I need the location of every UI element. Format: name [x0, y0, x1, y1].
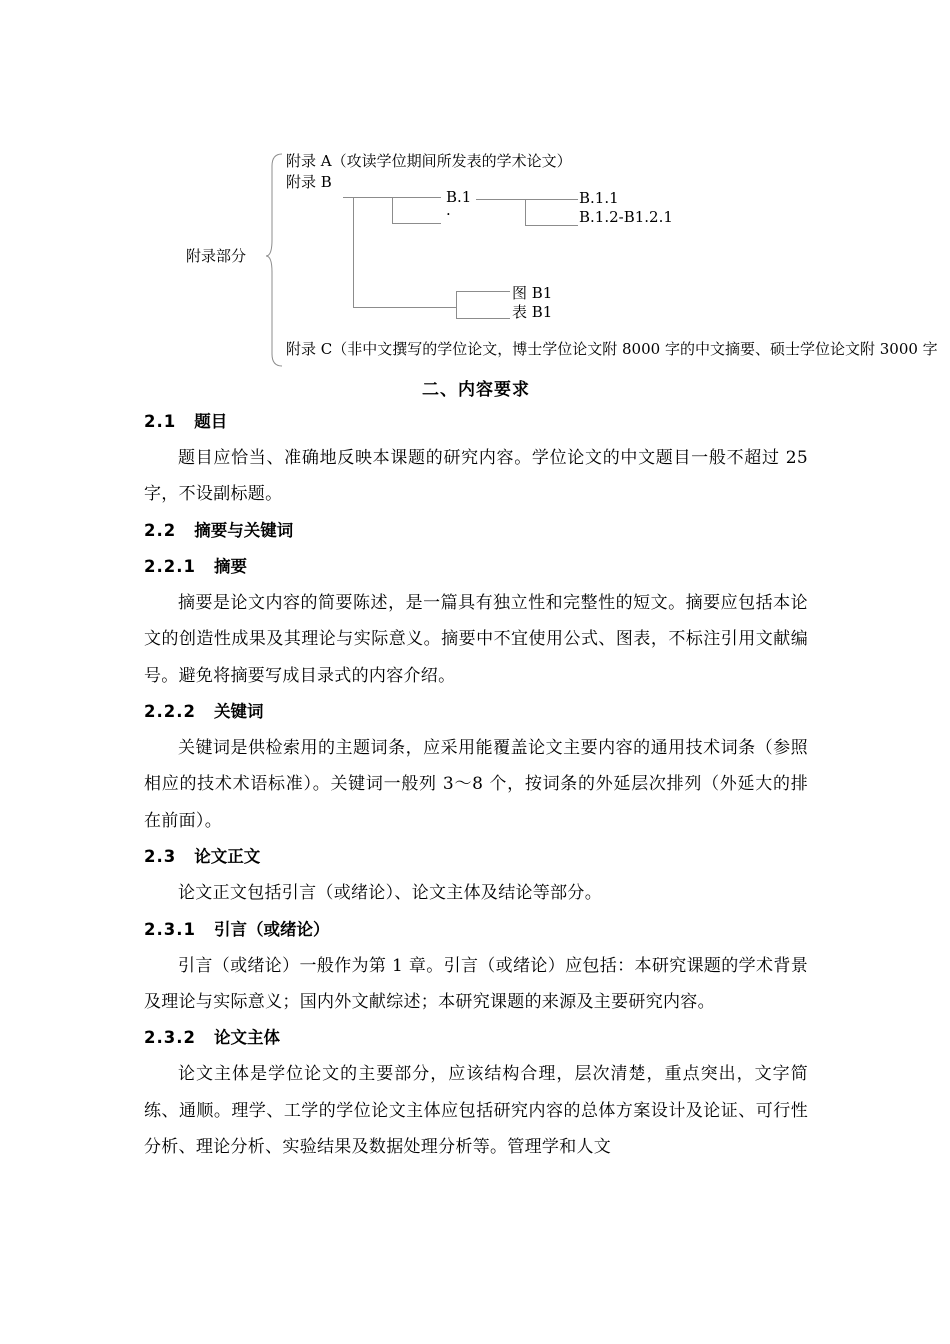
- connector-line: [392, 197, 393, 223]
- heading-2-3-1: [144, 912, 808, 948]
- connector-line: [525, 225, 578, 226]
- figure-b1-label: 图 B1: [512, 284, 553, 302]
- heading-2-2-1: [144, 549, 808, 585]
- connector-line: [476, 199, 578, 200]
- connector-line: [392, 223, 441, 224]
- appendix-a-label: 附录 A（攻读学位期间所发表的学术论文）: [286, 152, 572, 170]
- connector-line: [353, 197, 354, 307]
- connector-line: [525, 199, 526, 225]
- paragraph-2-3-1: 引言（或绪论）一般作为第 1 章。引言（或绪论）应包括：本研究课题的学术背景及理论与实际意义；国内外文献综述；本研究课题的来源及主要研究内容。: [144, 955, 808, 1013]
- heading-text: 题目: [194, 412, 228, 431]
- paragraph-2-3: 论文正文包括引言（或绪论）、论文主体及结论等部分。: [178, 883, 602, 904]
- paragraph-2-2-2: 关键词是供检索用的主题词条，应采用能覆盖论文主要内容的通用技术词条（参照相应的技术术语标准）。关键词一般列 3～8 个，按词条的外延层次排列（外延大的排在前面）。: [144, 738, 808, 831]
- section-title: 二、内容要求: [422, 380, 530, 400]
- appendix-c-label: 附录 C（非中文撰写的学位论文，博士学位论文附 8000 字的中文摘要、硕士学位论文附 3000 字: [286, 340, 938, 358]
- heading-text: 关键词: [213, 702, 264, 722]
- diagram-root-label: 附录部分: [186, 247, 247, 265]
- b1-dot: ·: [446, 205, 451, 223]
- paragraph-2-3-2: 论文主体是学位论文的主要部分，应该结构合理，层次清楚，重点突出，文字简练、通顺。理学、工学的学位论文主体应包括研究内容的总体方案设计及论证、可行性分析、理论分析、实验结果及数据处理分析等。管理学和人文: [144, 1064, 808, 1158]
- document-body: [144, 376, 808, 1166]
- heading-text: 摘要: [213, 556, 247, 576]
- heading-number: 2.3: [144, 847, 177, 867]
- heading-2-3: [144, 839, 808, 875]
- heading-text: 论文正文: [194, 847, 261, 867]
- heading-2-2: [144, 513, 808, 549]
- heading-2-3-2: [144, 1020, 808, 1056]
- heading-number: 2.3.1: [144, 919, 196, 939]
- heading-2-1: [144, 404, 808, 440]
- heading-2-2-2: [144, 694, 808, 730]
- appendix-b-label: 附录 B: [286, 173, 332, 191]
- heading-number: 2.2.1: [144, 556, 196, 576]
- heading-number: 2.2: [144, 520, 177, 540]
- paragraph-2-1: 题目应恰当、准确地反映本课题的研究内容。学位论文的中文题目一般不超过 25 字，不设副标题。: [144, 448, 808, 505]
- b1-1-label: B.1.1: [579, 189, 619, 207]
- b1-2-label: B.1.2-B1.2.1: [579, 208, 673, 226]
- heading-number: 2.2.2: [144, 702, 196, 722]
- heading-text: 论文主体: [213, 1028, 280, 1048]
- paragraph-2-2-1: 摘要是论文内容的简要陈述，是一篇具有独立性和完整性的短文。摘要应包括本论文的创造性成果及其理论与实际意义。摘要中不宜使用公式、图表，不标注引用文献编号。避免将摘要写成目录式的内容介绍。: [144, 592, 808, 686]
- heading-number: 2.3.2: [144, 1028, 196, 1048]
- heading-text: 引言（或绪论）: [213, 919, 330, 939]
- connector-line: [456, 291, 457, 318]
- connector-line: [353, 307, 456, 308]
- heading-number: 2.1: [144, 412, 177, 431]
- left-brace-icon: [264, 152, 286, 372]
- connector-line: [456, 291, 510, 292]
- table-b1-label: 表 B1: [512, 303, 553, 321]
- heading-text: 摘要与关键词: [194, 520, 294, 540]
- b1-label: B.1: [446, 188, 472, 206]
- connector-line: [456, 318, 510, 319]
